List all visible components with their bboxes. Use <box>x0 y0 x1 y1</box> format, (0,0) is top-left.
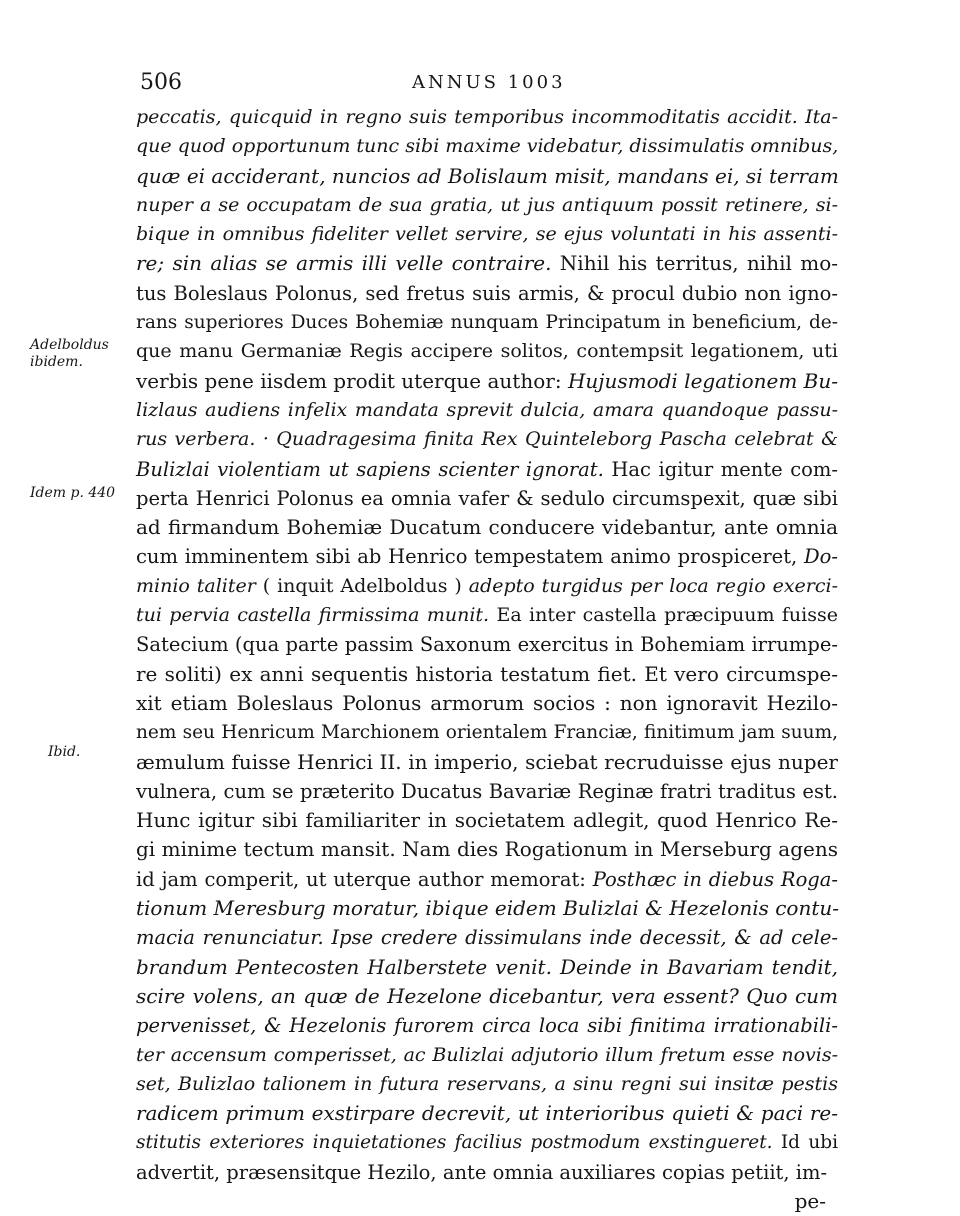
text-line <box>136 806 838 835</box>
text-line <box>136 1070 838 1099</box>
italic-quote-segment: lizlaus audiens infelix mandata sprevit dulcia, amara quandoque passu- <box>136 398 838 421</box>
margin-note-adelboldus: Adelboldus ibidem. <box>30 337 109 370</box>
text-line <box>136 923 838 952</box>
italic-quote-segment: Posthæc in diebus Roga- <box>592 867 839 891</box>
text-segment: æmulum fuisse Henrici II. in imperio, sciebat recruduisse ejus nuper <box>136 749 838 774</box>
text-segment: id jam comperit, ut uterque author memorat: <box>136 867 593 891</box>
italic-quote-segment: stitutis exteriores inquietationes facilius postmodum exstingueret. <box>136 1132 773 1154</box>
text-segment: rans superiores Duces Bohemiæ nunquam Principatum in beneficium, de- <box>136 312 838 334</box>
text-line <box>136 748 838 777</box>
text-line <box>136 601 838 630</box>
text-line <box>136 425 838 454</box>
text-line <box>136 396 838 425</box>
text-line <box>136 513 838 542</box>
text-line <box>136 1128 838 1157</box>
text-line <box>136 865 838 894</box>
text-line <box>136 953 838 982</box>
text-line <box>136 484 838 513</box>
text-line <box>136 660 838 689</box>
text-segment: Hunc igitur sibi familiariter in societatem adlegit, quod Henrico Re- <box>136 808 838 833</box>
text-line <box>136 1099 838 1128</box>
italic-quote-segment: ter accensum comperisset, ac Bulizlai adjutorio illum fretum esse novis- <box>136 1043 838 1066</box>
text-segment: advertit, præsensitque Hezilo, ante omnia auxiliares copias petiit, im- <box>136 1160 828 1184</box>
text-segment: Hac igitur mente com- <box>603 457 838 481</box>
text-line <box>136 777 838 806</box>
text-segment: xit etiam Boleslaus Polonus armorum socios : non ignoravit Hezilo- <box>136 690 838 715</box>
text-line <box>136 455 838 484</box>
text-line <box>136 1011 838 1040</box>
italic-quote-segment: radicem primum exstirpare decrevit, ut interioribus quieti & paci re- <box>136 1101 838 1126</box>
italic-quote-segment: que quod opportunum tunc sibi maxime videbatur, dissimulatis omnibus, <box>136 135 839 158</box>
text-segment: ad firmandum Bohemiæ Ducatum conducere videbantur, ante omnia <box>136 515 838 540</box>
text-line <box>136 1041 838 1070</box>
italic-quote-segment: minio taliter <box>136 574 256 597</box>
text-segment: que manu Germaniæ Regis accipere solitos, contempsit legationem, uti <box>136 340 838 363</box>
text-line <box>136 894 838 923</box>
italic-quote-segment: brandum Pentecosten Halberstete venit. Deinde in Bavariam tendit, <box>136 954 838 979</box>
text-segment: Satecium (qua parte passim Saxonum exercitus in Bohemiam irrumpe- <box>136 633 838 657</box>
body-text <box>136 103 838 1216</box>
text-line <box>136 718 838 747</box>
text-line <box>136 279 838 308</box>
text-segment: re soliti) ex anni sequentis historia testatum fiet. Et vero circumspe- <box>136 661 838 686</box>
text-segment: perta Henrici Polonus ea omnia vafer & sedulo circumspexit, quæ sibi <box>136 486 838 510</box>
margin-note-ibid: Ibid. <box>48 744 81 760</box>
text-segment: cum imminentem sibi ab Henrico tempestatem animo prospiceret, <box>136 545 805 569</box>
text-segment: nem seu Henricum Marchionem orientalem Franciæ, finitimum jam suum, <box>136 722 838 744</box>
text-segment: Nihil his territus, nihil mo- <box>551 251 839 276</box>
text-line <box>136 542 838 571</box>
text-line <box>136 220 838 249</box>
catchword: pe- <box>794 1188 826 1213</box>
text-line <box>136 337 838 366</box>
italic-quote-segment: set, Bulizlao talionem in futura reservans, a sinu regni sui insitæ pestis <box>136 1072 838 1095</box>
text-segment: tus Boleslaus Polonus, sed fretus suis armis, & procul dubio non igno- <box>136 281 838 305</box>
italic-quote-segment: Bulizlai violentiam ut sapiens scienter ignorat. <box>136 457 604 481</box>
italic-quote-segment: Hujusmodi legationem Bu- <box>567 368 838 393</box>
italic-quote-segment: peccatis, quicquid in regno suis temporibus incommoditatis accidit. Ita- <box>136 106 838 128</box>
text-segment: Id ubi <box>772 1132 838 1154</box>
italic-quote-segment: bique in omnibus fideliter vellet servire, se ejus voluntati in his assenti- <box>136 223 838 246</box>
running-head <box>140 70 840 96</box>
text-line <box>136 572 838 601</box>
italic-quote-segment: adepto turgidus per loca regio exerci- <box>468 574 838 597</box>
text-segment: Ea inter castella præcipuum fuisse <box>489 604 838 627</box>
text-line <box>136 162 838 191</box>
text-line <box>136 982 838 1011</box>
text-segment: verbis pene iisdem prodit uterque author: <box>136 368 568 393</box>
text-line <box>136 249 838 278</box>
margin-note-idem: Idem p. 440 <box>30 485 116 501</box>
text-line <box>136 835 838 864</box>
text-line <box>136 1158 838 1187</box>
italic-quote-segment: Do- <box>804 545 838 569</box>
text-line <box>136 308 838 337</box>
text-line <box>136 367 838 396</box>
text-line <box>136 689 838 718</box>
italic-quote-segment: tui pervia castella firmissima munit. <box>136 604 490 627</box>
text-line <box>136 103 838 132</box>
italic-quote-segment: pervenisset, & Hezelonis furorem circa loca sibi finitima irrationabili- <box>136 1014 838 1038</box>
italic-quote-segment: quæ ei acciderant, nuncios ad Bolislaum misit, mandans ei, si terram <box>136 163 839 188</box>
italic-quote-segment: macia renunciatur. Ipse credere dissimulans inde decessit, & ad cele- <box>136 926 838 950</box>
text-line <box>136 132 838 161</box>
text-line <box>136 191 838 220</box>
italic-quote-segment: re; sin alias se armis illi velle contraire. <box>136 251 552 276</box>
text-line <box>136 630 838 659</box>
italic-quote-segment: nuper a se occupatam de sua gratia, ut jus antiquum possit retinere, si- <box>136 193 838 216</box>
page-header: ANNUS 1003 <box>412 72 566 93</box>
page-number: 506 <box>140 70 182 95</box>
italic-quote-segment: tionum Meresburg moratur, ibique eidem Bulizlai & Hezelonis contu- <box>136 896 840 921</box>
text-segment: ( inquit Adelboldus ) <box>255 574 469 597</box>
text-segment: gi minime tectum mansit. Nam dies Rogationum in Merseburg agens <box>136 837 838 862</box>
text-segment: vulnera, cum se præterito Ducatus Bavariæ Reginæ fratri traditus est. <box>136 779 838 803</box>
italic-quote-segment: scire volens, an quæ de Hezelone dicebantur, vera essent? Quo cum <box>136 983 838 1008</box>
italic-quote-segment: rus verbera. · Quadragesima finita Rex Quinteleborg Pascha celebrat & <box>136 428 838 451</box>
